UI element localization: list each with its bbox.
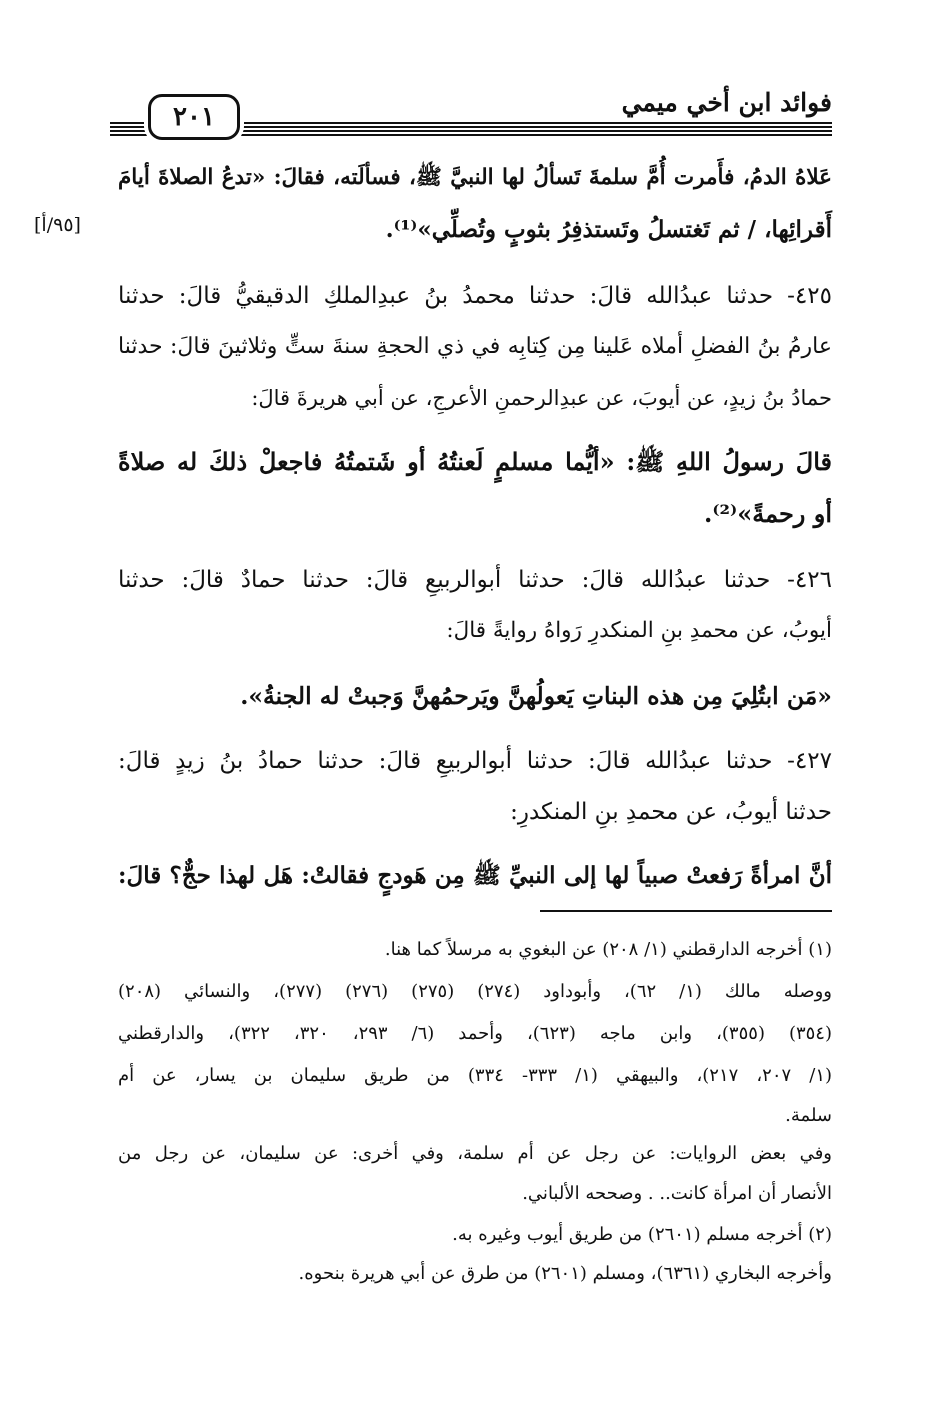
text-line: عَلاهُ الدمُ، فأَمرت أُمَّ سلمةَ تَسألُ لها النبيَّ ﷺ، فسألَته، فقالَ: «تدعُ الصلاةَ أيامَ [118, 165, 832, 190]
hadith-426-line: ٤٢٦- حدثنا عبدُالله قالَ: حدثنا أبوالربيعِ قالَ: حدثنا حمادٌ قالَ: حدثنا [118, 567, 832, 593]
text-line: عارمُ بنُ الفضلِ أملاه عَلينا مِن كِتابِه في ذي الحجةِ سنةَ ستٍّ وثلاثينَ قالَ: حدثنا [118, 334, 832, 359]
footnote-line: (٢) أخرجه مسلم (٢٦٠١) من طريق أيوب وغيره به. [452, 1224, 832, 1245]
margin-folio-note: [٩٥/أ] [34, 214, 81, 236]
hadith-text-line: قالَ رسولُ اللهِ ﷺ: «أيُّما مسلمٍ لَعنتُهُ أو شَتمتُهُ فاجعلْ ذلكَ له صلاةً [118, 447, 832, 476]
footnote-line: سلمة. [785, 1105, 832, 1126]
text-line: أَقرائِها، / ثم تَغتسلُ وتَستذفِرُ بثوبٍ وتُصلِّي»⁽¹⁾. [385, 216, 832, 243]
text-line: حدثنا أيوبُ، عن محمدِ بنِ المنكدرِ: [510, 799, 832, 825]
hadith-text-line: أو رحمةً»⁽²⁾. [704, 499, 832, 528]
footnote-line: (١) أخرجه الدارقطني (١/ ٢٠٨) عن البغوي به مرسلاً كما هنا. [384, 939, 832, 960]
text-line: أيوبُ، عن محمدِ بنِ المنكدرِ رَواهُ روايةً قالَ: [446, 618, 832, 643]
footnote-line: ووصله مالك (١/ ٦٢)، وأبوداود (٢٧٤) (٢٧٥) (٢٧٦) (٢٧٧)، والنسائي (٢٠٨) [118, 981, 832, 1002]
text-line: حمادُ بنُ زيدٍ، عن أيوبَ، عن عبدِالرحمنِ الأعرجِ، عن أبي هريرةَ قالَ: [251, 386, 832, 410]
footnote-separator [540, 910, 832, 912]
footnote-line: الأنصار أن امرأة كانت.. . وصححه الألباني. [522, 1183, 832, 1204]
hadith-425-line: ٤٢٥- حدثنا عبدُالله قالَ: حدثنا محمدُ بنُ عبدِالملكِ الدقيقيُّ قالَ: حدثنا [118, 283, 832, 309]
book-title: فوائد ابن أخي ميمي [610, 88, 832, 122]
page-header [110, 84, 832, 154]
page-number: ٢٠١ [148, 94, 240, 140]
footnote-line: وأخرجه البخاري (٦٣٦١)، ومسلم (٢٦٠١) من طرق عن أبي هريرة بنحوه. [298, 1263, 832, 1284]
hadith-text-line: أنَّ امرأةً رَفعتْ صبياً لها إلى النبيِّ ﷺ مِن هَودجٍ فقالتْ: هَل لهذا حجٌّ؟ قالَ: [118, 862, 832, 889]
footnote-line: وفي بعض الروايات: عن رجل عن أم سلمة، وفي أخرى: عن سليمان، عن رجل من [118, 1143, 832, 1164]
hadith-text-line: «مَن ابتُلِيَ مِن هذه البناتِ يَعولُهنَّ ويَرحمُهنَّ وَجبتْ له الجنةُ». [240, 682, 832, 710]
footnote-line: (١/ ٢٠٧، ٢١٧)، والبيهقي (١/ ٣٣٣- ٣٣٤) من طريق سليمان بن يسار، عن أم [118, 1065, 833, 1086]
hadith-427-line: ٤٢٧- حدثنا عبدُالله قالَ: حدثنا أبوالربيعِ قالَ: حدثنا حمادُ بنُ زيدٍ قالَ: [118, 748, 832, 774]
footnote-line: (٣٥٤) (٣٥٥)، وابن ماجه (٦٢٣)، وأحمد (٦/ ٢٩٣، ٣٢٠، ٣٢٢)، والدارقطني [118, 1023, 833, 1044]
